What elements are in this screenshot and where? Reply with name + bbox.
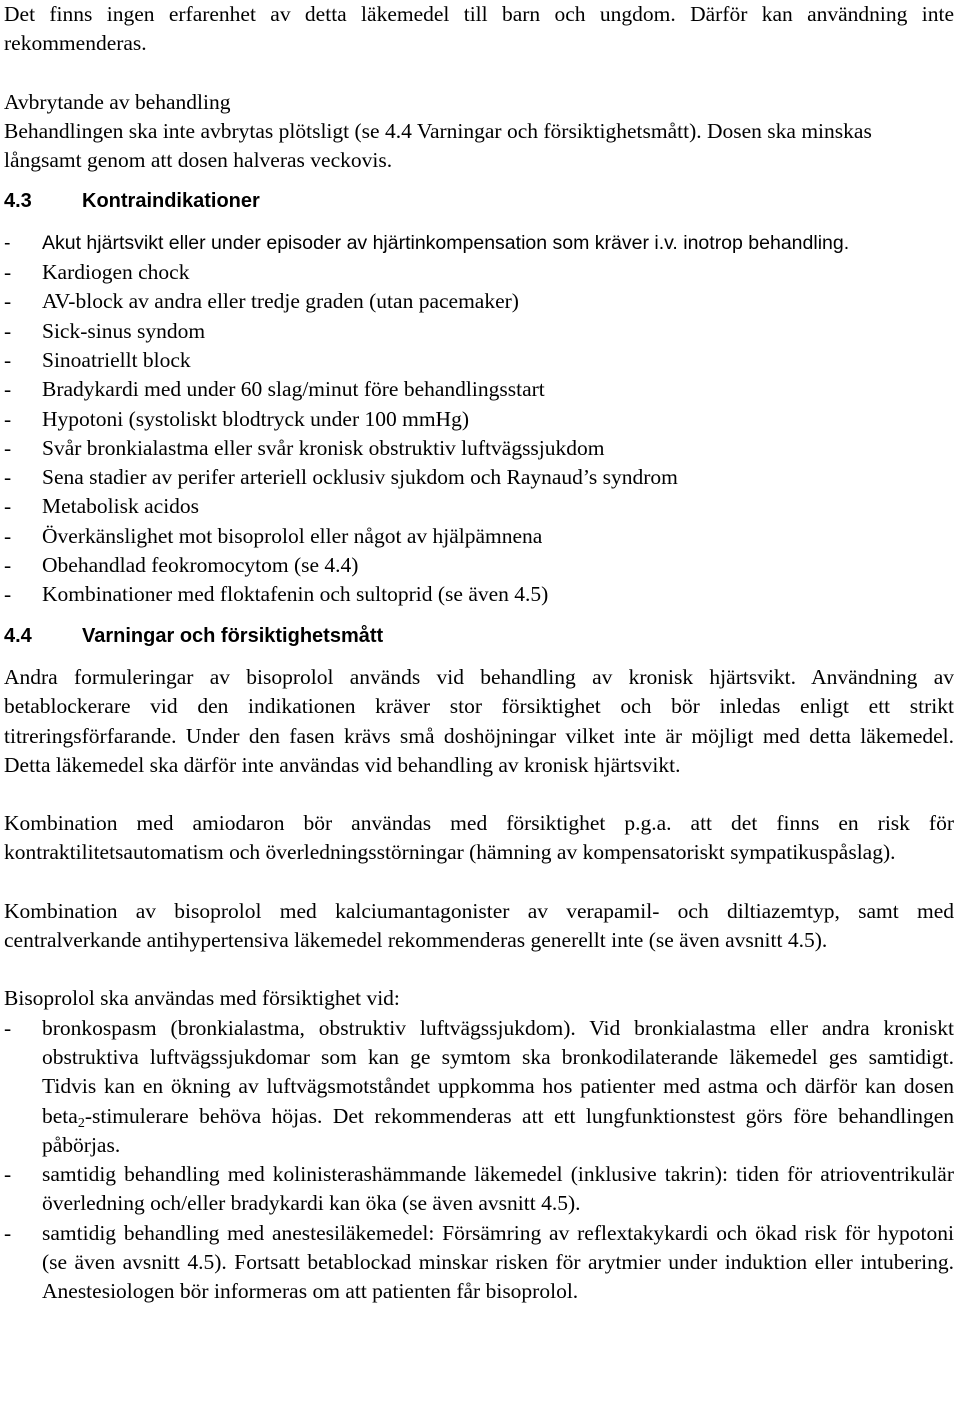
discontinuation-paragraph: Behandlingen ska inte avbrytas plötsligt (se 4.4 Varningar och försiktighetsmått). Dosen ska minskas långsamt genom att dosen halveras veckovis. bbox=[4, 118, 872, 173]
caution-intro: Bisoprolol ska användas med försiktighet vid: bbox=[4, 986, 400, 1011]
contraindication-list bbox=[4, 229, 954, 610]
list-item: - AV-block av andra eller tredje graden (utan pacemaker) bbox=[4, 289, 519, 314]
list-item: - Sinoatriellt block bbox=[4, 347, 191, 372]
section-title: Varningar och försiktighetsmått bbox=[82, 624, 384, 647]
section-4-3-heading bbox=[4, 187, 954, 216]
list-item: - samtidig behandling med anestesiläkemedel: Försämring av reflextakykardi och ökad risk för hypotoni (se även avsnitt 4.5). Fortsatt betablockad minskar risken för arytmier under induktion eller intubering. Anestesiologen bör informeras om att patienten får bisoprolol. bbox=[4, 1220, 954, 1304]
section-number: 4.3 bbox=[4, 190, 32, 213]
section-number: 4.4 bbox=[4, 624, 32, 647]
list-item: - Överkänslighet mot bisoprolol eller något av hjälpämnena bbox=[4, 523, 543, 548]
paragraph: Kombination av bisoprolol med kalciumantagonister av verapamil- och diltiazemtyp, samt med centralverkande antihypertensiva läkemedel rekommenderas generellt inte (se även avsnitt 4.5). bbox=[4, 898, 954, 953]
discontinuation-heading: Avbrytande av behandling bbox=[4, 89, 231, 114]
list-item: - Sick-sinus syndom bbox=[4, 318, 206, 343]
list-item: - Kombinationer med floktafenin och sultoprid (se även 4.5) bbox=[4, 582, 549, 607]
list-item: - Obehandlad feokromocytom (se 4.4) bbox=[4, 553, 359, 578]
children-paragraph: Det finns ingen erfarenhet av detta läkemedel till barn och ungdom. Därför kan användning inte rekommenderas. bbox=[4, 2, 954, 56]
paragraph: Andra formuleringar av bisoprolol används vid behandling av kronisk hjärtsvikt. Användning av betablockerare vid den indikationen kräver stor försiktighet och bör inledas enligt ett strikt titreringsförfarande. Under den fasen krävs små doshöjningar vilket inte är möjligt med detta läkemedel. Detta läkemedel ska därför inte användas vid behandling av kronisk hjärtsvikt. bbox=[4, 664, 954, 777]
section-4-4-heading bbox=[4, 622, 954, 651]
list-item: - bronkospasm (bronkialastma, obstruktiv luftvägssjukdom). Vid bronkialastma eller andra kroniskt obstruktiva luftvägssjukdomar som kan ge symtom ska bronkodilaterande läkemedel ges samtidigt. Tidvis kan en ökning av luftvägsmotståndet uppkomma hos patienter med astma och därför kan dosen beta$_2$-stimulerare behöva höjas. Det rekommenderas att ett lungfunktionstest görs före behandlingen påbörjas. bbox=[4, 1015, 954, 1157]
list-item: - Akut hjärtsvikt eller under episoder av hjärtinkompensation som kräver i.v. inotrop behandling. bbox=[4, 231, 850, 254]
list-item: - Sena stadier av perifer arteriell ocklusiv sjukdom och Raynaud’s syndrom bbox=[4, 465, 678, 490]
list-item: - Metabolisk acidos bbox=[4, 494, 200, 519]
section-title: Kontraindikationer bbox=[82, 190, 260, 213]
list-item: - Kardiogen chock bbox=[4, 260, 190, 285]
paragraph: Kombination med amiodaron bör användas med försiktighet p.g.a. att det finns en risk för kontraktilitetsautomatism och överledningsstörningar (hämning av kompensatoriskt sympatikuspåslag). bbox=[4, 811, 954, 865]
list-item: - Svår bronkialastma eller svår kronisk obstruktiv luftvägssjukdom bbox=[4, 435, 605, 460]
list-item: - Hypotoni (systoliskt blodtryck under 100 mmHg) bbox=[4, 406, 469, 431]
list-item: - samtidig behandling med kolinisterashämmande läkemedel (inklusive takrin): tiden för atrioventrikulär överledning och/eller bradykardi kan öka (se även avsnitt 4.5). bbox=[4, 1162, 954, 1216]
list-item: - Bradykardi med under 60 slag/minut före behandlingsstart bbox=[4, 377, 545, 402]
caution-list bbox=[4, 1014, 954, 1307]
